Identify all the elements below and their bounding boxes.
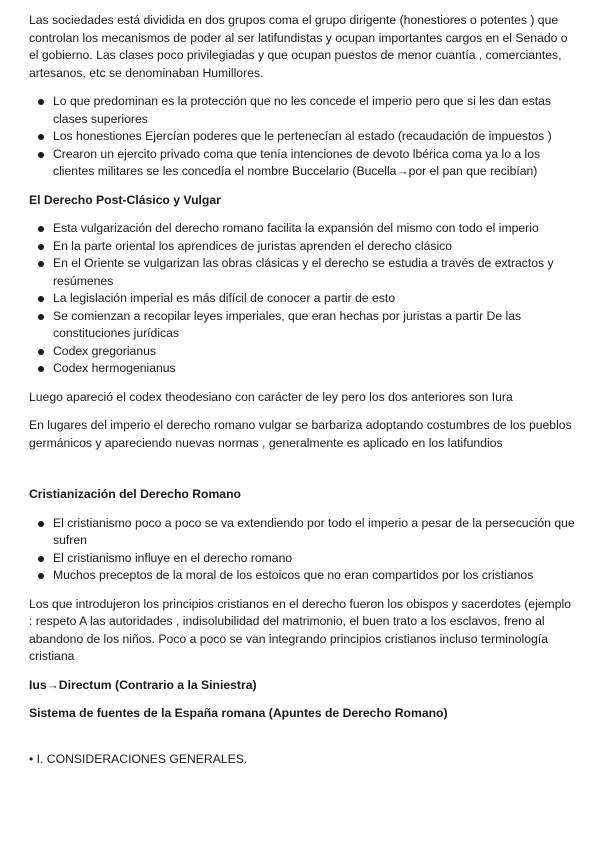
section-heading-ius-directum: Ius→Directum (Contrario a la Siniestra) [29,677,257,692]
bullet-list-1 [29,93,577,181]
paragraph-derecho-vulgar: En lugares del imperio el derecho romano vulgar se barbariza adoptando costumbres de los pueblos germánicos y apareciendo nuevas normas , generalmente es aplicado en los latifundios [29,418,572,450]
list-item: El cristianismo poco a poco se va extendiendo por todo el imperio a pesar de la persecución que sufren [53,515,577,550]
paragraph-principios-cristianos: Los que introdujeron los principios cristianos en el derecho fueron los obispos y sacerdotes (ejemplo : respeto A las autoridades , indisolubilidad del matrimonio, el buen trato a los esclavos, freno al abandono de los niños. Poco a poco se van integrando principios cristianos incluso terminología cristiana [29,596,571,663]
section-heading-derecho-post-clasico: El Derecho Post-Clásico y Vulgar [29,192,221,207]
section-heading-sistema-fuentes: Sistema de fuentes de la España romana (Apuntes de Derecho Romano) [29,706,448,720]
list-item: En el Oriente se vulgarizan las obras clásicas y el derecho se estudia a través de extractos y resúmenes [53,255,577,290]
paragraph-codex-theodesiano: Luego apareció el codex theodesiano con carácter de ley pero los dos anteriores son Iura [29,389,513,404]
bullet-list-2 [29,220,577,378]
list-item: Crearon un ejercito privado coma que tenía intenciones de devoto lbérica coma ya lo a los clientes militares se les concedía el nombre Buccelario (Bucella→por el pan que recibían) [53,146,577,181]
intro-paragraph: Las sociedades está dividida en dos grupos coma el grupo dirigente (honestiores o potentes ) que controlan los mecanismos de poder al ser latifundistas y ocupan importantes cargos en el Senado o el gobierno. Las clases poco privilegiadas y que ocupan puestos de menor cuantía , comerciantes, artesanos, etc se denominaban Humillores. [29,13,568,80]
list-item: El cristianismo influye en el derecho romano [53,550,577,568]
list-item: Lo que predominan es la protección que no les concede el imperio pero que si les dan estas clases superiores [53,93,577,128]
list-item: La legislación imperial es más difícil de conocer a partir de esto [53,290,577,308]
list-item: Muchos preceptos de la moral de los estoicos que no eran compartidos por los cristianos [53,567,577,585]
list-item: En la parte oriental los aprendices de juristas aprenden el derecho clásico [53,238,577,256]
list-item: Los honestiones Ejercían poderes que le pertenecían al estado (recaudación de impuestos ) [53,128,577,146]
bullet-list-3 [29,515,577,585]
section-heading-cristianizacion: Cristianización del Derecho Romano [29,487,241,501]
list-item: Codex hermogenianus [53,360,577,378]
document-page [29,12,577,768]
list-item: Se comienzan a recopilar leyes imperiales, que eran hechas por juristas a partir De las constituciones jurídicas [53,308,577,343]
list-item: Codex gregorianus [53,343,577,361]
list-item: Esta vulgarización del derecho romano facilita la expansión del mismo con todo el imperio [53,220,577,238]
footer-line-consideraciones: • I. CONSIDERACIONES GENERALES. [29,751,248,766]
